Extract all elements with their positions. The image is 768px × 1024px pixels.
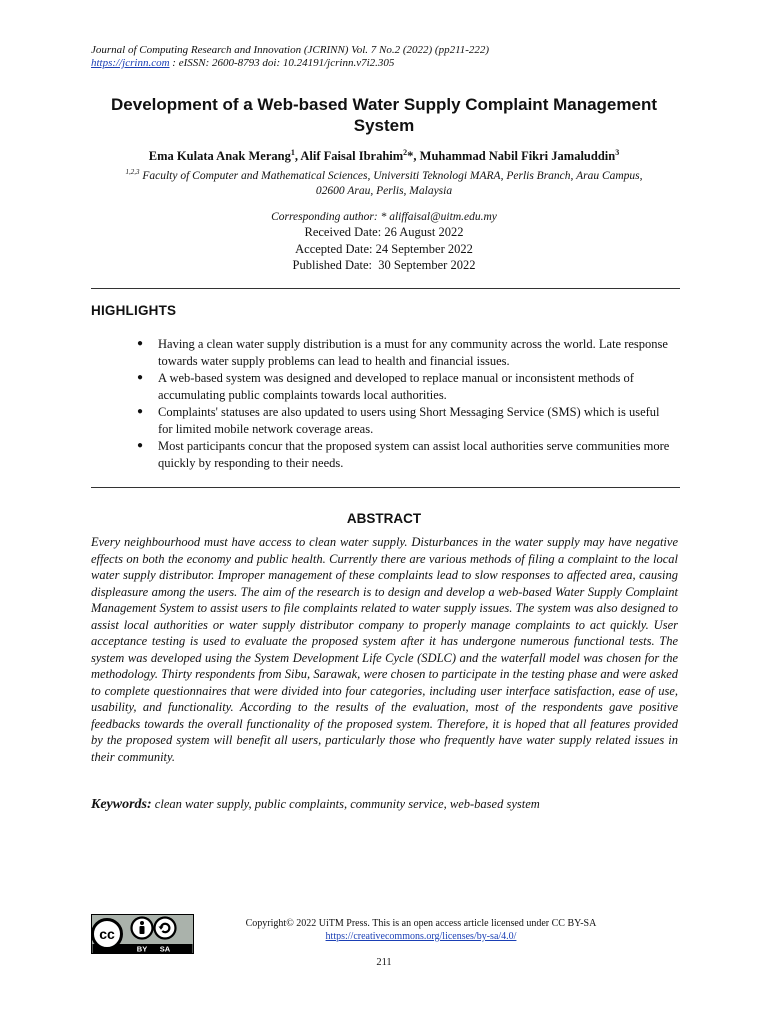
sa-label: SA bbox=[159, 944, 171, 954]
author-3-affil: 3 bbox=[615, 148, 620, 157]
journal-link-line bbox=[91, 57, 489, 70]
highlight-text: A web-based system was designed and developed to replace manual or inconsistent methods of accumulating public complaints towards local authorities. bbox=[158, 371, 634, 402]
author-list bbox=[91, 148, 677, 164]
bullet-icon: ● bbox=[137, 440, 144, 451]
received-date: Received Date: 26 August 2022 bbox=[304, 225, 464, 239]
accepted-date: Accepted Date: 24 September 2022 bbox=[295, 241, 473, 256]
affiliation bbox=[91, 165, 677, 199]
copyright-text: Copyright© 2022 UiTM Press. This is an open access article licensed under CC BY-SA bbox=[245, 918, 597, 929]
highlight-text: Having a clean water supply distribution is a must for any community across the world. Late response towards water supply problems can lead to health and financial issues. bbox=[158, 337, 668, 368]
list-item bbox=[137, 336, 677, 369]
corresponding-author: Corresponding author: * aliffaisal@uitm.edu.my bbox=[271, 211, 497, 223]
highlights-heading: HIGHLIGHTS bbox=[91, 303, 177, 318]
keywords-text: clean water supply, public complaints, community service, web-based system bbox=[151, 797, 540, 811]
author-3: Muhammad Nabil Fikri Jamaluddin bbox=[419, 149, 616, 164]
list-item bbox=[137, 438, 677, 471]
corresponding-mark: *, bbox=[407, 149, 420, 164]
bullet-icon: ● bbox=[137, 372, 144, 383]
author-2: , Alif Faisal Ibrahim bbox=[294, 149, 404, 164]
abstract-heading: ABSTRACT bbox=[346, 511, 422, 526]
journal-citation: Journal of Computing Research and Innovation (JCRINN) Vol. 7 No.2 (2022) (pp211-222) bbox=[91, 44, 490, 56]
bullet-icon: ● bbox=[137, 338, 144, 349]
dates-block bbox=[91, 224, 677, 274]
highlights-list bbox=[137, 336, 677, 472]
bullet-icon: ● bbox=[137, 406, 144, 417]
published-date: Published Date: 30 September 2022 bbox=[292, 258, 476, 272]
abstract-text: Every neighbourhood must have access to clean water supply. Disturbances in the water supply may have negative effects on both the economy and public health. Currently there are various methods of filing a complaint to the local water supply distributor. Improper management of these complaints lead to slow responses to affected area, causing displeasure among the users. The aim of the research is to design and develop a web-based Water Supply Complaint Management System to assist users to file complaints related to water supply issues. The system was also designed to assist local authorities or water supply distributor company to properly manage complaints to act quickly. User acceptance testing is used to evaluate the proposed system after it has undergone numerous functional tests. The system was developed using the System Development Life Cycle (SDLC) and the waterfall model was chosen for the methodology. Thirty respondents from Sibu, Sarawak, were chosen to participate in the testing phase and were asked to complete questionnaires that were divided into four categories, including user interface satisfaction, ease of use, usability, and functionality. According to the results of the evaluation, most of the respondents gave positive feedbacks towards the overall functionality of the proposed system. Therefore, it is hoped that all features provided by the proposed system will benefit all users, particularly those who frequently have water supply related issues in their community. bbox=[91, 535, 678, 764]
highlight-text: Most participants concur that the proposed system can assist local authorities serve communities more quickly by responding to their needs. bbox=[158, 439, 670, 470]
cc-badge-text: cc bbox=[99, 926, 115, 942]
copyright-notice bbox=[221, 917, 621, 943]
list-item bbox=[137, 404, 677, 437]
affiliation-line-1 bbox=[91, 165, 677, 184]
divider-top bbox=[91, 288, 680, 289]
affiliation-text-1: Faculty of Computer and Mathematical Sciences, Universiti Teknologi MARA, Perlis Branch, Arau Campus, bbox=[139, 169, 643, 182]
page-number: 211 bbox=[376, 957, 392, 968]
list-item bbox=[137, 370, 677, 403]
sa-share-icon bbox=[155, 918, 176, 939]
journal-header bbox=[91, 44, 489, 70]
author-1-affil: 1 bbox=[290, 148, 295, 157]
license-url-link[interactable]: https://creativecommons.org/licenses/by-sa/4.0/ bbox=[325, 931, 517, 942]
author-1: Ema Kulata Anak Merang bbox=[148, 149, 291, 164]
keywords bbox=[91, 797, 678, 813]
journal-url-link[interactable]: https://jcrinn.com bbox=[91, 57, 170, 69]
affiliation-sup: 1,2,3 bbox=[125, 168, 140, 176]
paper-title: Development of a Web-based Water Supply Complaint Management System bbox=[111, 95, 657, 135]
journal-issn-doi: : eISSN: 2600-8793 doi: 10.24191/jcrinn.v7i2.305 bbox=[172, 57, 395, 69]
by-label: BY bbox=[136, 944, 148, 954]
divider-bottom bbox=[91, 487, 680, 488]
cc-by-sa-license-icon[interactable] bbox=[91, 914, 194, 954]
keywords-label: Keywords: bbox=[91, 797, 152, 812]
highlight-text: Complaints' statuses are also updated to users using Short Messaging Service (SMS) which is useful for limited mobile network coverage areas. bbox=[158, 405, 660, 436]
affiliation-line-2: 02600 Arau, Perlis, Malaysia bbox=[315, 184, 453, 197]
author-2-affil: 2 bbox=[403, 148, 408, 157]
